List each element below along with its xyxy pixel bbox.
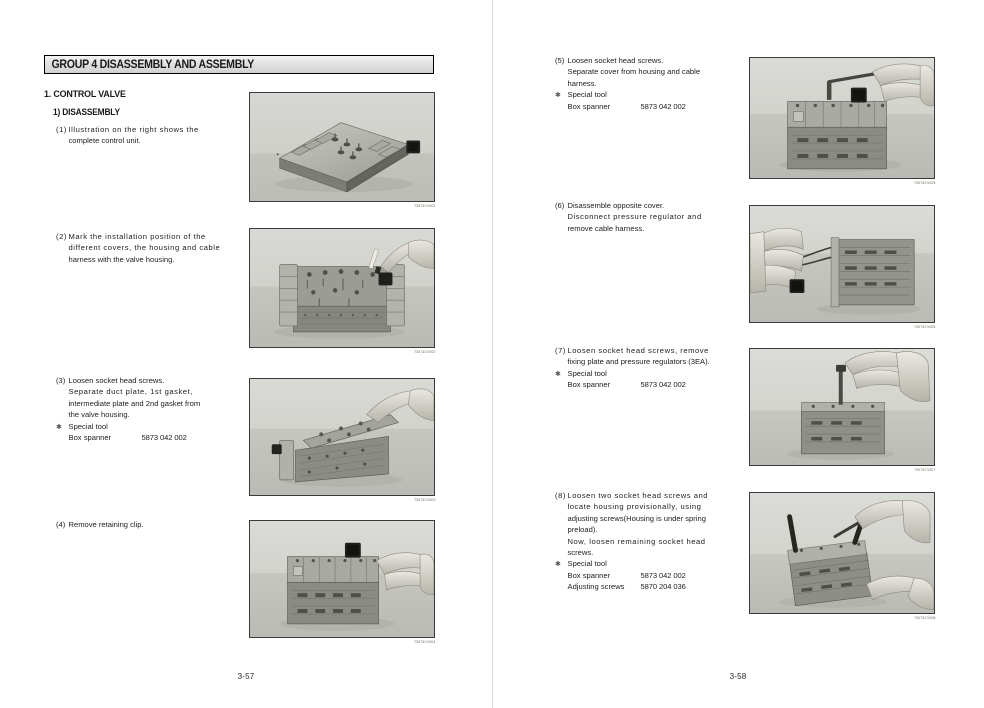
tool-code: 5873 042 002 bbox=[640, 380, 686, 390]
step-line: Disconnect pressure regulator and bbox=[567, 212, 702, 222]
step-line: the valve housing. bbox=[68, 410, 130, 420]
step-line: Separate cover from housing and cable bbox=[567, 67, 701, 77]
step-number: (2) bbox=[56, 232, 67, 241]
step-line bbox=[555, 200, 745, 211]
special-tool-label: ✱ Special tool bbox=[555, 559, 607, 569]
figure-3-caption: 73073CV003 bbox=[413, 497, 435, 502]
step-text: Remove retaining clip. bbox=[68, 520, 144, 529]
step-text: Loosen two socket head screws and bbox=[567, 491, 709, 500]
remove-fixing-plate-photo-illustration bbox=[750, 349, 934, 466]
step-text: Loosen socket head screws, remove bbox=[567, 346, 709, 355]
disassemble-opposite-cover-photo-illustration bbox=[750, 206, 934, 323]
step-line: harness. bbox=[567, 78, 597, 88]
step-line bbox=[555, 345, 750, 356]
special-tool-label: ✱ Special tool bbox=[555, 90, 607, 100]
figure-6-image bbox=[749, 205, 935, 323]
remove-retaining-clip-photo-illustration bbox=[250, 521, 434, 638]
asterisk-icon: ✱ bbox=[555, 90, 562, 100]
figure-1 bbox=[249, 92, 435, 208]
step-text: Loosen socket head screws. bbox=[68, 376, 165, 385]
step-line: fixing plate and pressure regulators (3EA). bbox=[567, 357, 710, 367]
step-number: (1) bbox=[56, 125, 67, 134]
adjusting-screws-housing-photo-illustration bbox=[750, 493, 934, 614]
figure-8 bbox=[749, 492, 935, 620]
separate-duct-plate-photo-illustration bbox=[250, 379, 434, 496]
step-block-2 bbox=[56, 231, 236, 265]
step-line: remove cable harness. bbox=[567, 223, 645, 233]
tool-name: Box spanner bbox=[567, 101, 611, 111]
figure-4-image bbox=[249, 520, 435, 638]
group-header-bar bbox=[44, 55, 434, 74]
tool-code: 5870 204 036 bbox=[640, 582, 686, 592]
step-block-4 bbox=[56, 519, 236, 530]
figure-8-caption: 73073CV008 bbox=[913, 615, 935, 620]
step-line: screws. bbox=[567, 548, 594, 558]
step-number: (7) bbox=[555, 346, 566, 355]
marking-position-photo-illustration bbox=[250, 229, 434, 348]
step-block-1 bbox=[56, 124, 236, 147]
tool-name: Box spanner bbox=[68, 433, 112, 443]
figure-2-caption: 73073CV002 bbox=[413, 349, 435, 354]
step-line bbox=[555, 55, 745, 66]
figure-3-image bbox=[249, 378, 435, 496]
step-text: Illustration on the right shows the bbox=[68, 125, 199, 134]
step-line: preload). bbox=[567, 525, 598, 535]
figure-6-caption: 73073CV006 bbox=[913, 324, 935, 329]
step-block-6 bbox=[555, 200, 745, 234]
tool-code: 5873 042 002 bbox=[640, 101, 686, 111]
tool-row bbox=[555, 101, 745, 112]
asterisk-icon: ✱ bbox=[56, 421, 63, 431]
figure-2 bbox=[249, 228, 435, 354]
figure-1-caption: 73073CV001 bbox=[413, 203, 435, 208]
figure-7-caption: 73073CV007 bbox=[913, 467, 935, 472]
group-header-title: GROUP 4 DISASSEMBLY AND ASSEMBLY bbox=[51, 58, 255, 71]
special-tool-label: ✱ Special tool bbox=[555, 368, 607, 378]
step-line bbox=[56, 231, 236, 242]
step-line: Now, loosen remaining socket head bbox=[567, 536, 706, 546]
step-text: Disassemble opposite cover. bbox=[567, 201, 665, 210]
figure-4-caption: 73073CV004 bbox=[413, 639, 435, 644]
step-line bbox=[555, 490, 750, 501]
figure-8-image bbox=[749, 492, 935, 614]
step-line: complete control unit. bbox=[68, 136, 141, 146]
step-text: Mark the installation position of the bbox=[68, 232, 206, 241]
step-block-8 bbox=[555, 490, 750, 593]
figure-5-caption: 73073CV005 bbox=[913, 180, 935, 185]
figure-2-image bbox=[249, 228, 435, 348]
step-number: (5) bbox=[555, 56, 565, 65]
special-tool-label: ✱ Special tool bbox=[56, 421, 108, 431]
right-page bbox=[492, 0, 984, 708]
figure-5-image bbox=[749, 57, 935, 179]
step-block-7 bbox=[555, 345, 750, 391]
step-text: Loosen socket head screws. bbox=[567, 56, 664, 65]
figure-3 bbox=[249, 378, 435, 502]
step-line: locate housing provisionally, using bbox=[567, 502, 702, 512]
step-line: Separate duct plate, 1st gasket, bbox=[68, 387, 193, 397]
step-block-3 bbox=[56, 375, 241, 443]
figure-5 bbox=[749, 57, 935, 185]
tool-row bbox=[555, 379, 750, 390]
right-page-number: 3-58 bbox=[729, 672, 747, 681]
control-valve-photo-illustration bbox=[250, 93, 434, 202]
step-line: harness with the valve housing. bbox=[68, 254, 175, 264]
tool-row bbox=[56, 432, 241, 443]
asterisk-icon: ✱ bbox=[555, 368, 562, 378]
step-line: different covers, the housing and cable bbox=[68, 243, 221, 253]
left-page-number: 3-57 bbox=[237, 672, 255, 681]
step-number: (8) bbox=[555, 491, 566, 500]
step-number: (4) bbox=[56, 520, 66, 529]
figure-6 bbox=[749, 205, 935, 329]
figure-7 bbox=[749, 348, 935, 472]
tool-code: 5873 042 002 bbox=[640, 570, 686, 580]
step-number: (6) bbox=[555, 201, 565, 210]
loosen-cover-screws-photo-illustration bbox=[750, 58, 934, 179]
step-number: (3) bbox=[56, 376, 66, 385]
figure-4 bbox=[249, 520, 435, 644]
asterisk-icon: ✱ bbox=[555, 559, 562, 569]
step-line: intermediate plate and 2nd gasket from bbox=[68, 398, 201, 408]
step-line: adjusting screws(Housing is under spring bbox=[567, 513, 706, 523]
figure-7-image bbox=[749, 348, 935, 466]
step-line bbox=[56, 124, 236, 135]
subsection-heading: 1) DISASSEMBLY bbox=[53, 107, 120, 117]
tool-code: 5873 042 002 bbox=[141, 433, 187, 443]
tool-name: Box spanner bbox=[567, 570, 611, 580]
figure-1-image bbox=[249, 92, 435, 202]
step-line bbox=[56, 519, 236, 530]
tool-row bbox=[555, 581, 750, 592]
section-heading: 1. CONTROL VALVE bbox=[44, 89, 126, 100]
tool-name: Adjusting screws bbox=[567, 582, 625, 592]
tool-name: Box spanner bbox=[567, 380, 611, 390]
step-line bbox=[56, 375, 241, 386]
tool-row bbox=[555, 570, 750, 581]
step-block-5 bbox=[555, 55, 745, 112]
